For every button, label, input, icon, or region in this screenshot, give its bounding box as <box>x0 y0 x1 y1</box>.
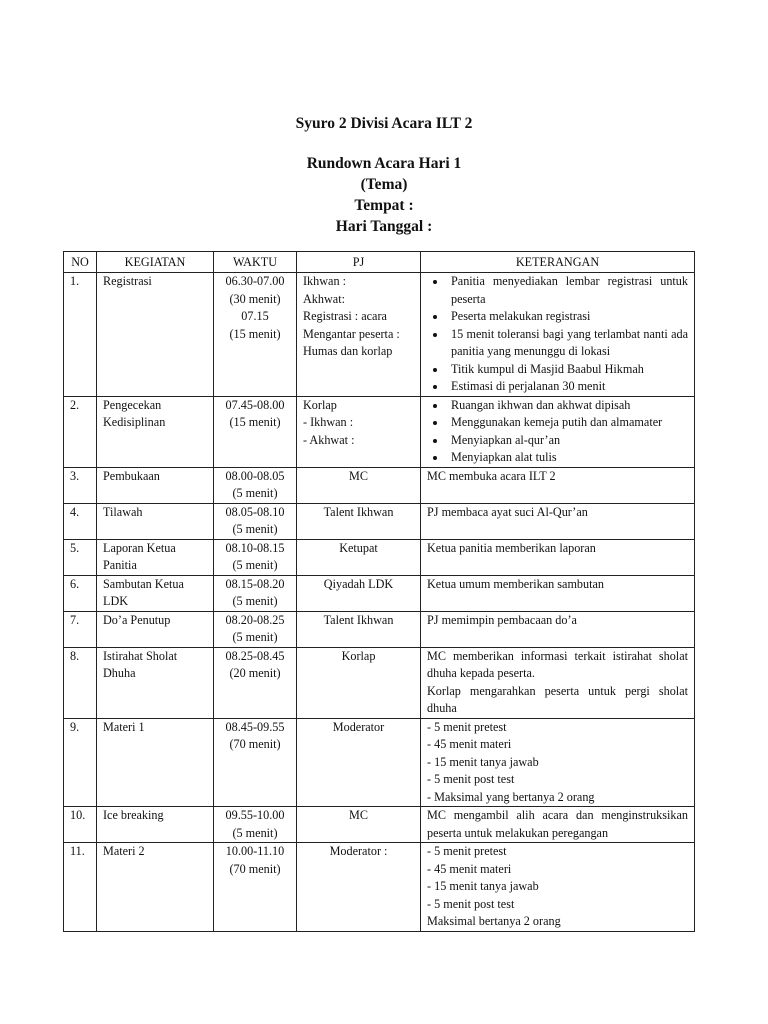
waktu-line: (70 menit) <box>229 861 281 876</box>
table-row <box>64 503 695 539</box>
row-keterangan <box>421 575 695 611</box>
row-kegiatan: Istirahat Sholat Dhuha <box>97 647 214 718</box>
header-no: NO <box>64 252 97 273</box>
table-row <box>64 843 695 932</box>
pj-line: Moderator : <box>329 844 388 858</box>
waktu-line: 06.30-07.00 <box>225 274 285 288</box>
pj-line: - Ikhwan : <box>303 415 354 429</box>
keterangan-line: Ketua umum memberikan sambutan <box>427 576 605 591</box>
row-pj <box>297 611 421 647</box>
row-number: 8. <box>64 647 97 718</box>
keterangan-line: - 5 menit pretest <box>427 844 507 858</box>
row-kegiatan: Registrasi <box>97 273 214 397</box>
pj-line: Akhwat: <box>303 291 345 306</box>
waktu-line: (5 menit) <box>232 558 278 572</box>
pj-line: - Akhwat : <box>303 432 355 447</box>
table-row <box>64 539 695 575</box>
row-kegiatan: Materi 1 <box>97 718 214 807</box>
waktu-line: 09.55-10.00 <box>225 808 285 822</box>
pj-line: MC <box>349 808 368 822</box>
waktu-line: 08.20-08.25 <box>225 612 285 627</box>
pj-line: Talent Ikhwan <box>323 612 394 627</box>
keterangan-line: - 5 menit pretest <box>427 719 507 734</box>
waktu-line: (70 menit) <box>229 737 281 751</box>
keterangan-line: PJ memimpin pembacaan do’a <box>427 612 577 627</box>
keterangan-line: - 5 menit post test <box>427 772 515 786</box>
waktu-line: 10.00-11.10 <box>225 844 285 858</box>
table-row <box>64 647 695 718</box>
row-kegiatan: Ice breaking <box>97 807 214 843</box>
row-keterangan <box>421 611 695 647</box>
keterangan-bullet-item: • Estimasi di perjalanan 30 menit <box>447 378 688 396</box>
row-pj <box>297 467 421 503</box>
waktu-line: (5 menit) <box>232 486 278 500</box>
row-waktu <box>214 503 297 539</box>
place-line: Tempat : <box>354 197 414 214</box>
waktu-line: (20 menit) <box>229 666 281 680</box>
table-row <box>64 718 695 807</box>
row-number: 5. <box>64 539 97 575</box>
row-number: 6. <box>64 575 97 611</box>
row-waktu <box>214 273 297 397</box>
row-keterangan <box>421 396 695 467</box>
rundown-table <box>63 251 695 932</box>
table-row <box>64 575 695 611</box>
rundown-heading-line: Rundown Acara Hari 1 <box>306 155 462 172</box>
pj-line: Korlap <box>303 397 337 412</box>
row-waktu <box>214 647 297 718</box>
row-kegiatan: Tilawah <box>97 503 214 539</box>
row-number: 3. <box>64 467 97 503</box>
row-pj <box>297 396 421 467</box>
row-waktu <box>214 396 297 467</box>
row-number: 1. <box>64 273 97 397</box>
keterangan-bullet-item: • Menyiapkan al-qur’an <box>447 432 688 450</box>
keterangan-bullet-item: • Titik kumpul di Masjid Baabul Hikmah <box>447 361 688 379</box>
table-row <box>64 807 695 843</box>
waktu-line: 08.05-08.10 <box>225 504 285 519</box>
pj-line: Ketupat <box>339 540 378 555</box>
header-keterangan: KETERANGAN <box>421 252 695 273</box>
header-waktu: WAKTU <box>214 252 297 273</box>
row-pj <box>297 647 421 718</box>
row-number: 4. <box>64 503 97 539</box>
row-kegiatan: Laporan Ketua Panitia <box>97 539 214 575</box>
pj-line: Korlap <box>341 648 376 663</box>
waktu-line: 07.45-08.00 <box>225 397 285 412</box>
row-waktu <box>214 575 297 611</box>
row-pj <box>297 807 421 843</box>
header-pj: PJ <box>297 252 421 273</box>
keterangan-bullet-list <box>427 273 688 396</box>
row-waktu <box>214 467 297 503</box>
waktu-line: 08.10-08.15 <box>225 540 285 555</box>
keterangan-bullet-item: • Menyiapkan alat tulis <box>447 449 688 467</box>
keterangan-bullet-item: • Peserta melakukan registrasi <box>447 308 688 326</box>
row-pj <box>297 843 421 932</box>
waktu-line: 08.00-08.05 <box>225 468 285 483</box>
rundown-heading <box>0 153 768 237</box>
waktu-line: 07.15 <box>241 309 269 323</box>
keterangan-bullet-item: • Panitia menyediakan lembar registrasi untuk peserta <box>447 273 688 308</box>
table-row <box>64 273 695 397</box>
row-keterangan <box>421 807 695 843</box>
pj-line: Mengantar peserta : Humas dan korlap <box>303 326 400 358</box>
row-kegiatan: Pembukaan <box>97 467 214 503</box>
keterangan-line: - 45 menit materi <box>427 861 512 876</box>
row-pj <box>297 273 421 397</box>
row-pj <box>297 718 421 807</box>
keterangan-line: Maksimal bertanya 2 orang <box>427 914 561 928</box>
table-row <box>64 611 695 647</box>
row-kegiatan: Materi 2 <box>97 843 214 932</box>
table-row <box>64 396 695 467</box>
date-line: Hari Tanggal : <box>335 218 433 235</box>
keterangan-bullet-item: • Menggunakan kemeja putih dan almamater <box>447 414 688 432</box>
table-row <box>64 467 695 503</box>
pj-line: MC <box>349 468 368 483</box>
pj-line: Ikhwan : <box>303 274 346 288</box>
row-waktu <box>214 611 297 647</box>
keterangan-line: PJ membaca ayat suci Al-Qur’an <box>427 504 588 519</box>
row-keterangan <box>421 718 695 807</box>
keterangan-line: - 15 menit tanya jawab <box>427 754 539 769</box>
row-keterangan <box>421 843 695 932</box>
keterangan-bullet-list <box>427 397 688 467</box>
waktu-line: 08.45-09.55 <box>225 719 285 734</box>
keterangan-line: - 15 menit tanya jawab <box>427 879 539 893</box>
waktu-line: (5 menit) <box>232 594 278 608</box>
waktu-line: (5 menit) <box>232 522 278 536</box>
row-waktu <box>214 539 297 575</box>
row-keterangan <box>421 503 695 539</box>
row-pj <box>297 575 421 611</box>
pj-line: Registrasi : acara <box>303 309 387 323</box>
table-header-row <box>64 252 695 273</box>
row-number: 11. <box>64 843 97 932</box>
row-waktu <box>214 843 297 932</box>
row-kegiatan: Sambutan Ketua LDK <box>97 575 214 611</box>
row-keterangan <box>421 539 695 575</box>
row-kegiatan: Do’a Penutup <box>97 611 214 647</box>
waktu-line: (5 menit) <box>232 630 278 644</box>
row-number: 7. <box>64 611 97 647</box>
keterangan-line: Ketua panitia memberikan laporan <box>427 540 596 555</box>
table-body <box>64 273 695 932</box>
row-keterangan <box>421 647 695 718</box>
waktu-line: (15 menit) <box>229 326 281 341</box>
theme-line: (Tema) <box>360 176 408 193</box>
keterangan-bullet-item: • 15 menit toleransi bagi yang terlambat nanti ada panitia yang menunggu di lokasi <box>447 326 688 361</box>
row-number: 9. <box>64 718 97 807</box>
keterangan-line: MC membuka acara ILT 2 <box>427 468 556 483</box>
pj-line: Qiyadah LDK <box>323 576 394 591</box>
pj-line: Moderator <box>332 719 385 734</box>
row-kegiatan: Pengecekan Kedisiplinan <box>97 396 214 467</box>
row-pj <box>297 539 421 575</box>
keterangan-line: Korlap mengarahkan peserta untuk pergi sholat dhuha <box>427 683 688 715</box>
row-number: 2. <box>64 396 97 467</box>
row-pj <box>297 503 421 539</box>
header-kegiatan: KEGIATAN <box>97 252 214 273</box>
waktu-line: 08.25-08.45 <box>225 648 285 663</box>
keterangan-line: MC memberikan informasi terkait istirahat sholat dhuha kepada peserta. <box>427 648 688 680</box>
keterangan-line: - 45 menit materi <box>427 737 512 751</box>
document-title: Syuro 2 Divisi Acara ILT 2 <box>295 115 473 132</box>
waktu-line: (15 menit) <box>229 415 281 429</box>
row-keterangan <box>421 467 695 503</box>
row-waktu <box>214 807 297 843</box>
keterangan-line: - 5 menit post test <box>427 896 515 911</box>
waktu-line: (30 menit) <box>229 291 281 306</box>
row-number: 10. <box>64 807 97 843</box>
keterangan-bullet-item: • Ruangan ikhwan dan akhwat dipisah <box>447 397 688 415</box>
pj-line: Talent Ikhwan <box>323 504 394 519</box>
row-keterangan <box>421 273 695 397</box>
waktu-line: 08.15-08.20 <box>225 576 285 591</box>
keterangan-line: - Maksimal yang bertanya 2 orang <box>427 789 595 804</box>
keterangan-line: MC mengambil alih acara dan menginstruksikan peserta untuk melakukan peregangan <box>427 808 688 840</box>
row-waktu <box>214 718 297 807</box>
waktu-line: (5 menit) <box>232 825 278 840</box>
